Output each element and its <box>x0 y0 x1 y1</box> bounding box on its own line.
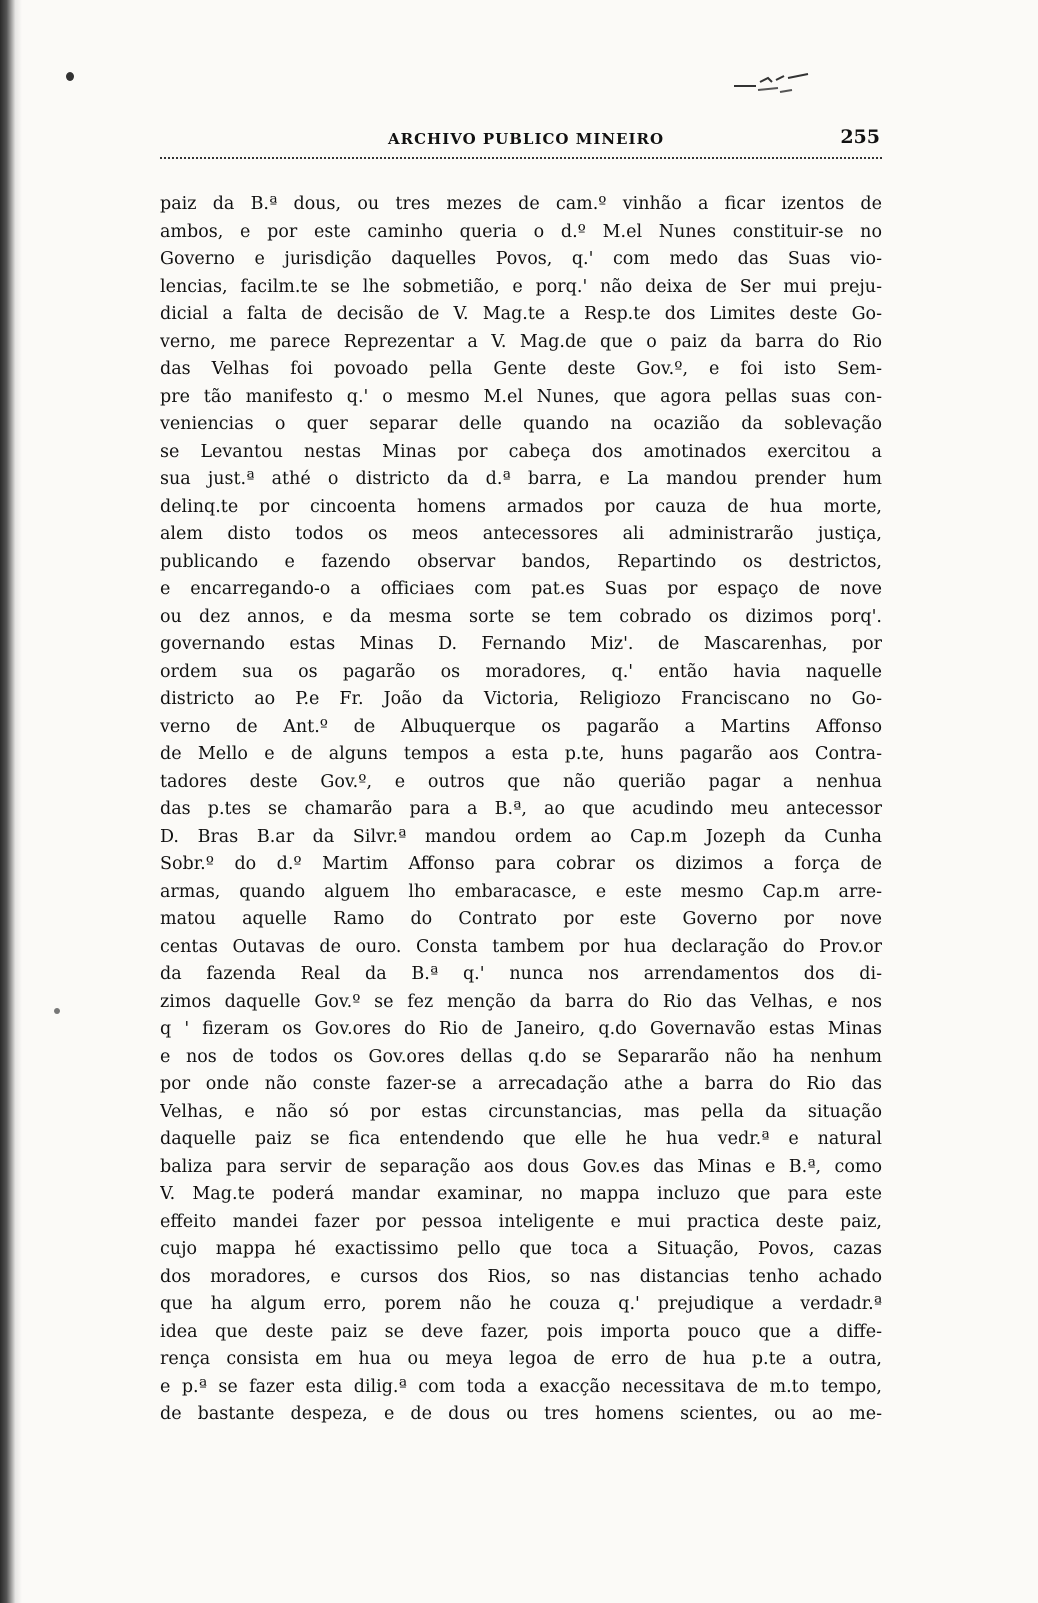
text-line: e p.ª se fazer esta dilig.ª com toda a exacção necessitava de m.to tempo, <box>160 1376 882 1397</box>
text-line: idea que deste paiz se deve fazer, pois importa pouco que a diffe- <box>160 1321 882 1342</box>
text-line: Velhas, e não só por estas circunstancias, mas pella da situação <box>160 1101 882 1122</box>
text-line: armas, quando alguem lho embaracasce, e este mesmo Cap.m arre- <box>160 881 882 902</box>
text-line: cujo mappa hé exactissimo pello que toca a Situação, Povos, cazas <box>160 1239 882 1259</box>
text-line: tadores deste Gov.º, e outros que não querião pagar a nenhua <box>160 771 882 792</box>
text-line: centas Outavas de ouro. Consta tambem por hua declaração do Prov.or <box>160 936 882 957</box>
text-line: districto ao P.e Fr. João da Victoria, Religiozo Franciscano no Go- <box>160 689 882 709</box>
text-line: de Mello e de alguns tempos a esta p.te, huns pagarão aos Contra- <box>160 744 882 764</box>
text-line: por onde não conste fazer-se a arrecadação athe a barra do Rio das <box>160 1074 882 1094</box>
text-line: veniencias o quer separar delle quando na ocazião da soblevação <box>160 414 882 434</box>
text-line: Sobr.º do d.º Martim Affonso para cobrar os dizimos a força de <box>160 854 882 874</box>
text-line: ou dez annos, e da mesma sorte se tem cobrado os dizimos porq'. <box>160 606 882 627</box>
text-line: e nos de todos os Gov.ores dellas q.do se Separarão não ha nenhum <box>160 1046 882 1067</box>
text-line: das p.tes se chamarão para a B.ª, ao que acudindo meu antecessor <box>160 799 882 819</box>
text-line: daquelle paiz se fica entendendo que elle he hua vedr.ª e natural <box>160 1129 882 1149</box>
body-text <box>160 191 882 1429</box>
text-line: verno de Ant.º de Albuquerque os pagarão a Martins Affonso <box>160 716 882 737</box>
header-rule <box>160 157 882 159</box>
text-line: delinq.te por cincoenta homens armados por cauza de hua morte, <box>160 496 882 517</box>
text-line: dicial a falta de decisão de V. Mag.te a Resp.te dos Limites deste Go- <box>160 304 882 324</box>
running-title: ARCHIVO PUBLICO MINEIRO <box>388 130 665 148</box>
text-line: das Velhas foi povoado pella Gente deste Gov.º, e foi isto Sem- <box>160 359 882 379</box>
text-line: ordem sua os pagarão os moradores, q.' então havia naquelle <box>160 661 882 682</box>
text-line: publicando e fazendo observar bandos, Repartindo os destrictos, <box>160 551 882 572</box>
ink-speck <box>54 1008 60 1014</box>
library-stamp-mark <box>728 58 814 102</box>
text-line: rença consista em hua ou meya legoa de erro de hua p.te a outra, <box>160 1349 882 1369</box>
text-line: D. Bras B.ar da Silvr.ª mandou ordem ao Cap.m Jozeph da Cunha <box>160 826 882 847</box>
text-line: baliza para servir de separação aos dous Gov.es das Minas e B.ª, como <box>160 1156 882 1177</box>
text-line: lencias, facilm.te se lhe sobmetião, e porq.' não deixa de Ser mui preju- <box>160 276 882 297</box>
text-line: se Levantou nestas Minas por cabeça dos amotinados exercitou a <box>160 441 882 462</box>
text-line: sua just.ª athé o districto da d.ª barra, e La mandou prender hum <box>160 469 882 489</box>
page-header <box>160 124 882 158</box>
text-line: matou aquelle Ramo do Contrato por este Governo por nove <box>160 909 882 929</box>
ink-speck <box>66 72 74 81</box>
scan-edge-shadow <box>0 0 22 1603</box>
text-line: governando estas Minas D. Fernando Miz'. de Mascarenhas, por <box>160 634 882 654</box>
text-line: pre tão manifesto q.' o mesmo M.el Nunes, que agora pellas suas con- <box>160 386 882 407</box>
text-line: effeito mandei fazer por pessoa inteligente e mui practica deste paiz, <box>160 1211 882 1232</box>
text-line: Governo e jurisdição daquelles Povos, q.' com medo das Suas vio- <box>160 249 882 269</box>
text-line: ambos, e por este caminho queria o d.º M.el Nunes constituir-se no <box>160 221 882 242</box>
text-line: que ha algum erro, porem não he couza q.' prejudique a verdadr.ª <box>160 1294 882 1314</box>
text-line: paiz da B.ª dous, ou tres mezes de cam.º vinhão a ficar izentos de <box>160 194 882 214</box>
page-number: 255 <box>840 126 880 148</box>
text-line: de bastante despeza, e de dous ou tres homens scientes, ou ao me- <box>160 1404 882 1424</box>
text-line: zimos daquelle Gov.º se fez menção da barra do Rio das Velhas, e nos <box>160 991 882 1012</box>
text-line: alem disto todos os meos antecessores ali administrarão justiça, <box>160 524 882 544</box>
text-line: e encarregando-o a officiaes com pat.es Suas por espaço de nove <box>160 579 882 599</box>
text-line: q ' fizeram os Gov.ores do Rio de Janeiro, q.do Governavão estas Minas <box>160 1019 882 1039</box>
text-line: dos moradores, e cursos dos Rios, so nas distancias tenho achado <box>160 1266 882 1287</box>
text-line: V. Mag.te poderá mandar examinar, no mappa incluzo que para este <box>160 1184 882 1204</box>
text-line: da fazenda Real da B.ª q.' nunca nos arrendamentos dos di- <box>160 964 882 984</box>
text-line: verno, me parece Reprezentar a V. Mag.de que o paiz da barra do Rio <box>160 331 882 352</box>
